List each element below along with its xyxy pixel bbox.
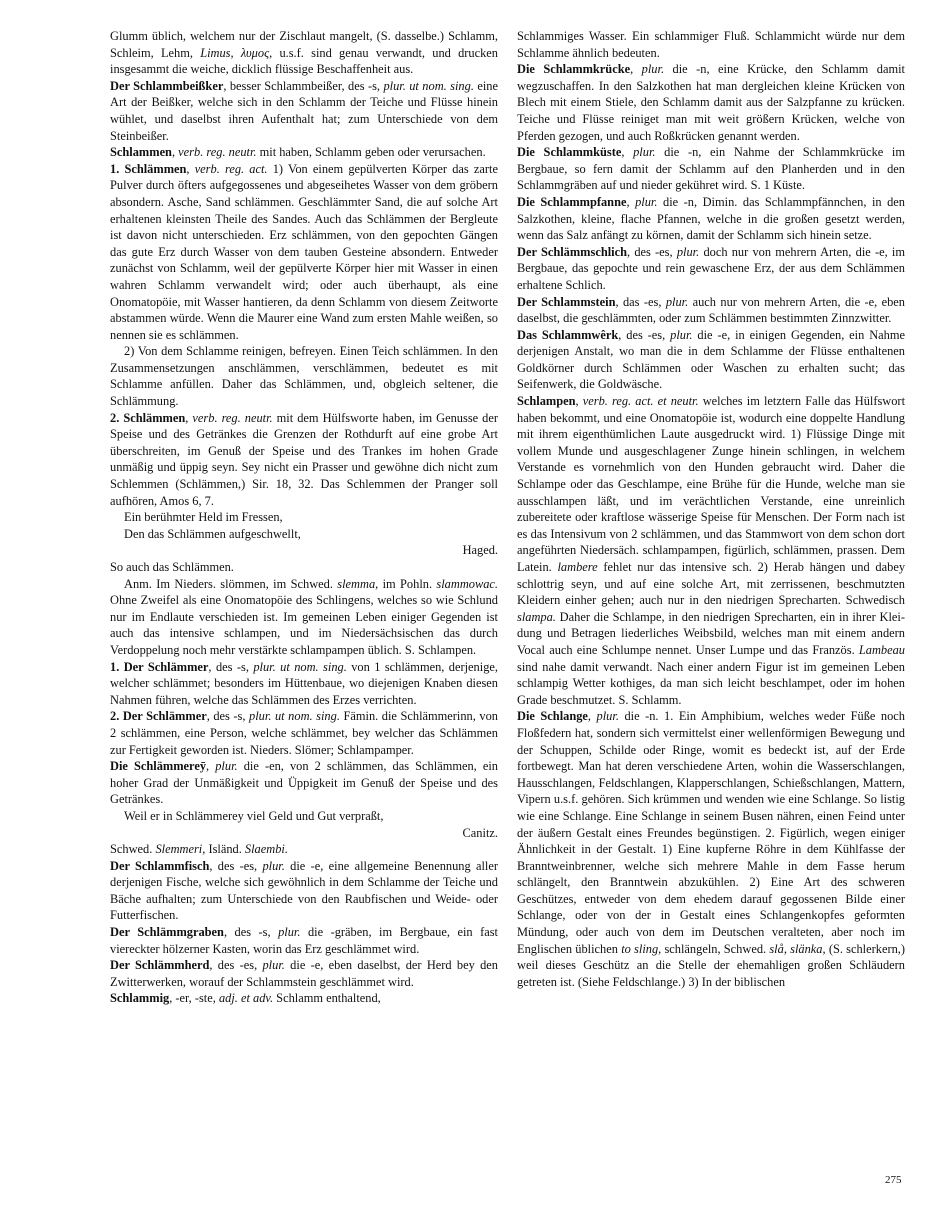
verse-line: Weil er in Schlämmerey viel Geld und Gut verpraßt, <box>124 808 384 823</box>
entry-schlammen: Schlammen, verb. reg. neutr. mit haben, Schlamm geben oder verursachen. <box>110 145 486 160</box>
verse-source: Canitz. <box>462 825 498 840</box>
paragraph: 2) Von dem Schlamme reinigen, befreyen. Einen Teich schlämmen. In den Zusammensetzungen anschlämmen, verschlämmen, bedeutet es mit Schlamme anfüllen. Daher das Schlämmen, und, obgleich seltener, die Schlämmung. <box>110 344 498 409</box>
left-column <box>110 28 498 1007</box>
entry-schlaemmerey: Die Schlämmereӯ, plur. die -en, von 2 schlämmen, das Schlämmen, ein hoher Grad der Unmäßigkeit und Üppigkeit im Genuß der Speise und des Getränkes. <box>110 759 498 807</box>
entry-schlammkueste: Die Schlammküste, plur. die -n, ein Nahme der Schlammkrücke im Bergbaue, so fern damit der Schlamm auf den Planherden und in den Schlammgräben auf und nieder gekühret wird. S. 1 Küste. <box>517 145 905 193</box>
note-paragraph: Anm. Im Nieders. slömmen, im Schwed. slemma, im Pohln. slammowac. Ohne Zweifel als eine Onomatopöie des Schlingens, welches so wie Schlund nur im Endlaute verschieden ist. Im gemeinen Leben einiger Gegenden ist auch das intensive schlampen, und im Niedersächsischen das durch Verdoppelung noch mehr verstärkte schlampampen üblich. S. Schlampen. <box>110 576 499 657</box>
paragraph: So auch das Schlämmen. <box>110 560 234 574</box>
entry-schlammbeisker: Der Schlammbeißker, besser Schlammbeißer, des -s, plur. ut nom. sing. eine Art der Beißker, welche sich in den Schlamm der Teiche und Flüsse hinein wühlet, und daselbst ihren Aufenthalt hat; zum Unterschiede von dem Steinbeißer. <box>110 78 498 143</box>
entry-schlaemmgraben: Der Schlämmgraben, des -s, plur. die -gräben, im Bergbaue, ein fast viereckter hölzerner Kasten, worin das Erz geschlämmet wird. <box>110 925 498 956</box>
entry-schlaemmherd: Der Schlämmherd, des -es, plur. die -e, eben daselbst, der Herd bey den Zwitterwerken, worauf der Schlammstein geschlämmet wird. <box>110 958 499 989</box>
entry-schlammwerk: Das Schlammwêrk, des -es, plur. die -e, in einigen Gegenden, ein Nahme derjenigen Anstalt, wo man die in dem Schlamme der Flüsse enthaltenen Goldkörner durch Schlämmen oder Waschen zu erhalten sucht; das Seifenwerk, die Goldwäsche. <box>517 327 905 392</box>
entry-schlaemmer-2: 2. Der Schlämmer, des -s, plur. ut nom. sing. Fämin. die Schlämmerinn, von 2 schlämmen, eine Person, welche schlämmet, bey welcher das Schlämmen zur Fertigkeit geworden ist. Nieders. Slömer; Schlampamper. <box>110 709 498 757</box>
entry-schlammig: Schlammig, -er, -ste, adj. et adv. Schlamm enthaltend, <box>110 991 381 1006</box>
entry-schlampen: Schlampen, verb. reg. act. et neutr. welches im letztern Falle das Hülfswort haben bekommt, und eine Onomatopöie ist, wodurch eine doppelte Handlung mit ihrem eigenthümlichen Laute ausgedruckt wird. 1) Flüssige Dinge mit vollem Munde und ausgeschlagener Zunge hinein schlingen, in welchem Verstande es vornehmlich von den Hunden gebraucht wird. Daher die Schlampe oder das Geschlampe, eine Brühe für die Hunde, welche man sie ausschlampen läßt, und im verächtlichen Verstande, eine unreinlich zubereitete oder kraftlose wässerige Speise für Menschen. Der Form nach ist es das Intensivum von 2 schlämmen, und das Stammwort von dem schon dort angeführten Niedersäch. schlampampen, figürlich, schlämmen, prassen. Dem Latein. lambere fehlet nur das intensive sch. 2) Herab hängen und dabey schlottrig seyn, und auf eine solche Art, mit zerrissenen, beschmutzten Kleidern einher gehen; auch nur in den niedrigen Sprecharten. Schwedisch slampa. Daher die Schlampe, in den niedrigen Sprecharten, ein in ihrer Kleidung und Betragen liederliches Weibsbild, welches man mit einem andern Vocal auch eine Schlumpe nennet. Unser Lumpe und das Französ. Lambeau sind nahe damit verwandt. Nach einer andern Figur ist im gemeinen Leben schlampig Wetter kothiges, da man sich leicht beschlampet, oder im hohen Grade beschmutzet. S. Schlamm. <box>517 394 906 707</box>
paragraph: Schwed. Slemmeri, Isländ. Slaembi. <box>110 842 288 857</box>
entry-schlammpfanne: Die Schlammpfanne, plur. die -n, Dimin. das Schlammpfännchen, in den Salzkothen, kleine, flache Pfannen, welche in die großen gesetzt werden, wenn das Salz anfängt zu körnen, damit der Schlamm sich hinein setze. <box>517 194 905 243</box>
paragraph: Glumm üblich, welchem nur der Zischlaut mangelt, (S. dasselbe.) Schlamm, Schleim, Lehm, Limus, λυμος, u.s.f. sind genau verwandt, und drucken insgesammt die weiche, dicklich flüssige Beschaffenheit aus. <box>110 29 498 77</box>
entry-schlaemmen-2: 2. Schlämmen, verb. reg. neutr. mit dem Hülfsworte haben, im Genusse der Speise und des Getränkes die Grenzen der Rothdurft auf eine grobe Art überschreiten, im Genuß der Speise und des Trankes im hohen Grade unmäßig und üppig seyn. Sey nicht ein Prasser und gewöhne dich nicht zum Schlemmen (Schlämmen,) Sir. 18, 32. Das Schlemmen der Pranger soll aufhören, Amos 6, 7. <box>110 410 498 508</box>
entry-schlammfisch: Der Schlammfisch, des -es, plur. die -e, eine allgemeine Benennung aller derjenigen Fische, welche sich gewöhnlich in dem Schlamme der Teiche und Bäche aufhalten; zum Unterschiede von den Raubfischen und Weide- oder Futterfischen. <box>110 858 498 923</box>
verse-source: Haged. <box>462 543 498 558</box>
page-number: 275 <box>885 1174 902 1186</box>
verse-line: Den das Schlämmen aufgeschwellt, <box>124 526 301 541</box>
entry-schlange: Die Schlange, plur. die -n. 1. Ein Amphibium, welches weder Füße noch Floßfedern hat, sondern sich vermittelst einer wellenförmigen Bewegung und der Schuppen, Schilde oder Ringe, womit es bedeckt ist, auf der Erde fortbewegt. Man hat deren verschiedene Arten, wohin die Wasserschlangen, Hausschlangen, Feldschlangen, Klapperschlangen, Schießschlangen, Mattern, Vipern u.s.f. gehören. Sich krümmen und wenden wie eine Schlange. So listig wie eine Schlange. Eine Schlange in seinem Busen nähren, einen Feind unter der äußern Gestalt eines Freundes begünstigen. 2. Figürlich, wegen einiger Ähnlichkeit in der Gestalt. 1) Eine kupferne Röhre in dem Kühlfasse der Branntweinbrenner, welche sich mehrere Mahle in dem Fasse herum schlängelt, den Branntwein abzukühlen. 2) Eine Art des schweren Geschützes, entweder von dem ehedem darauf gegossenen Bilde einer Schlange, oder von der in Gestalt eines Schlangenkopfes geformten Mündung, oder auch von dem im Deutschen veralteten, aber noch im Englischen üblichen to sling, schlängeln, Schwed. slå, slänka, (S. schlerkern,) weil dieses Geschütz an die Stelle der ehemahligen großen Schläudern getreten ist. (Siehe Feldschlange.) 3) In der biblischen <box>517 709 906 989</box>
entry-schlaemmschlich: Der Schlämmschlich, des -es, plur. doch nur von mehrern Arten, die -e, im Bergbaue, das gepochte und rein gewaschene Erz, der aus dem Schlämmen erhaltene Schlich. <box>517 244 906 292</box>
paragraph: Schlammiges Wasser. Ein schlammiger Fluß. Schlammicht würde nur dem Schlamme ähnlich bedeuten. <box>517 29 905 60</box>
entry-schlaemmen-1: 1. Schlämmen, verb. reg. act. 1) Von einem gepülverten Körper das zarte Pulver durch öfters aufgegossenes und abgeseihetes Wasser von dem gröbern absondern. Asche, Sand schlämmen. Geschlämmter Sand, die auf solche Art erhaltenen kleinsten Theile des Sandes. Auch das Schlämmen der Bergleute ist davon nicht unterschieden. Erz schlämmen, von den gepochten Gängen das gute Erz durch Wasser von dem tauben Gesteine absondern. Entweder zunächst von Schlamm, weil der gepülverte Körper hier mit Wasser in einen wahren Schlamm verwandelt wird; oder auch überhaupt, als eine Onomatopöie, mit Wasser hantieren, da denn Schlamm von diesem Zeitworte abstammen würde. Wenn die Maurer eine Wand zum ersten Mahle weißen, so nennen sie es schlämmen. <box>110 161 498 342</box>
verse-line: Ein berühmter Held im Fressen, <box>124 510 283 525</box>
right-column <box>517 28 905 990</box>
entry-schlaemmer-1: 1. Der Schlämmer, des -s, plur. ut nom. sing. von 1 schlämmen, derjenige, welcher schlämmet; besonders im Hüttenbaue, wo diejenigen Knaben diesen Nahmen führen, welche das Schlämmen des Erzes verrichten. <box>110 659 498 707</box>
entry-schlammstein: Der Schlammstein, das -es, plur. auch nur von mehrern Arten, die -e, eben daselbst, die geschlämmten, oder zum Schlämmen bestimmten Zinnzwitter. <box>517 294 905 326</box>
entry-schlammkruecke: Die Schlammkrücke, plur. die -n, eine Krücke, den Schlamm damit wegzuschaffen. In den Salzkothen hat man dergleichen kleine Krücken von Blech mit einem Stiele, den Schlamm damit aus der Salzpfanne zu krücken. Teiche und Flüsse reiniget man mit weit größern Krücken, welche von Pferden gezogen, und auch Roßkrücken genannt werden. <box>517 62 905 143</box>
